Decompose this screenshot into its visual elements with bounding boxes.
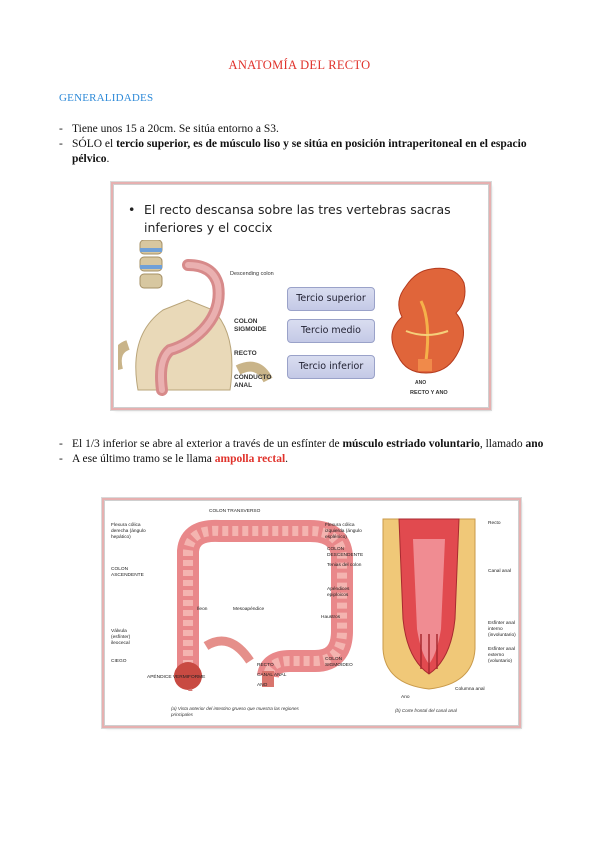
section-heading: GENERALIDADES	[59, 92, 154, 104]
list-item	[59, 122, 549, 137]
label-esfinter-externo: Esfínter anal externo (voluntario)	[488, 647, 515, 664]
figure-rectum-position	[113, 184, 489, 408]
list-item	[59, 452, 549, 467]
label-ano: ANO	[257, 683, 268, 688]
bullet-text: , llamado	[479, 438, 526, 450]
bullet-bold-text: ano	[525, 438, 544, 450]
bullet-bold-text: tercio superior, es de músculo liso y se sitúa en posición intraperitoneal en el espacio pélvico	[72, 138, 527, 165]
bullet-text: Tiene unos 15 a 20cm. Se sitúa entorno a S3.	[72, 123, 279, 135]
label-apendices-epiploicos: Apéndices epiploicos	[327, 587, 350, 598]
label-colon-sigmoide: COLON SIGMOIDE	[234, 318, 267, 333]
tercio-medio-box: Tercio medio	[287, 319, 375, 343]
label-apendice-vermiforme: APÉNDICE VERMIFORME	[147, 675, 206, 680]
label-colon-transverso: COLON TRANSVERSO	[209, 509, 261, 514]
bullet-list-bottom	[59, 437, 549, 467]
caption-left: (a) Vista anterior del intestino grueso que muestra las regiones principales	[171, 706, 299, 717]
bullet-list-top	[59, 122, 549, 167]
bullet-text: A ese último tramo se le llama	[72, 453, 215, 465]
label-descending-colon: Descending colon	[230, 271, 274, 277]
page-title: ANATOMÍA DEL RECTO	[228, 58, 371, 72]
label-recto-y-ano: RECTO Y ANO	[410, 390, 448, 396]
label-colon-ascendente: COLON ASCENDENTE	[111, 567, 144, 578]
label-recto: RECTO	[234, 350, 257, 357]
label-canal-anal: CANAL ANAL	[257, 673, 287, 678]
bullet-highlight-text: ampolla rectal	[214, 453, 286, 465]
label-haustros: Haustros	[321, 615, 341, 620]
label-recto-b: Recto	[488, 521, 501, 526]
label-canal-anal-b: Canal anal	[488, 569, 511, 574]
label-ano-b: Ano	[401, 695, 410, 700]
figure-caption: • El recto descansa sobre las tres vertebras sacras inferiores y el coccix	[128, 201, 484, 237]
bullet-bold-text: músculo estriado voluntario	[342, 438, 480, 450]
label-tenias: Tenias del colon	[327, 563, 362, 568]
label-columna-anal: Columna anal	[455, 687, 485, 692]
label-colon-sigmoideo: COLON SIGMOIDEO	[325, 657, 353, 668]
caption-right: (b) Corte frontal del canal anal	[395, 708, 457, 713]
bullet-text: .	[285, 453, 289, 465]
label-mesoapendice: Mesoapéndice	[233, 607, 265, 612]
bullet-text: .	[106, 153, 110, 165]
list-item	[59, 437, 549, 452]
label-recto: RECTO	[257, 663, 274, 668]
bullet-text: El 1/3 inferior se abre al exterior a través de un esfínter de	[72, 438, 343, 450]
label-flexura-izquierda: Flexura cólica izquierda (ángulo esplénico)	[325, 523, 362, 540]
anal-canal-illustration	[373, 509, 485, 697]
list-item	[59, 137, 549, 167]
label-valvula-ileocecal: Válvula (esfínter) ileocecal	[111, 629, 131, 646]
label-ileon: Íleon	[197, 607, 208, 612]
bullet-text: SÓLO el	[72, 138, 117, 150]
label-esfinter-interno: Esfínter anal interno (involuntario)	[488, 621, 516, 638]
label-ciego: CIEGO	[111, 659, 127, 664]
tercio-inferior-box: Tercio inferior	[287, 355, 375, 379]
figure-large-intestine	[104, 500, 519, 726]
rectum-anus-illustration	[376, 261, 482, 389]
label-colon-descendente: COLON DESCENDENTE	[327, 547, 364, 558]
label-flexura-derecha: Flexura cólica derecha (ángulo hepático)	[111, 523, 146, 540]
label-conducto-anal: CONDUCTO ANAL	[234, 374, 272, 389]
tercio-superior-box: Tercio superior	[287, 287, 375, 311]
label-ano: ANO	[415, 380, 427, 386]
